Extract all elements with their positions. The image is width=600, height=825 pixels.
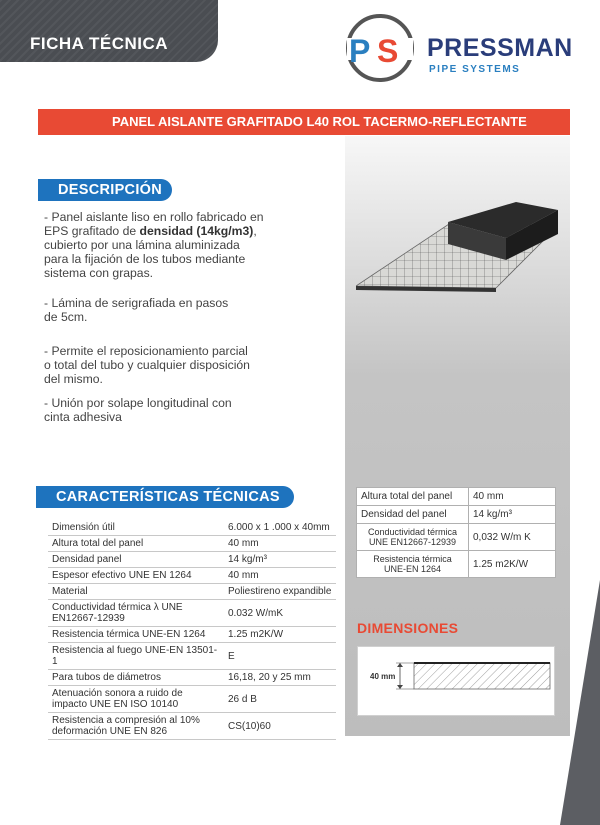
- header-tab: [0, 0, 218, 62]
- table-row: [48, 552, 336, 568]
- summary-value: 40 mm: [469, 488, 556, 506]
- summary-value: 1.25 m2K/W: [469, 551, 556, 578]
- spec-value: 14 kg/m³: [224, 552, 336, 568]
- spec-label: Para tubos de diámetros: [48, 670, 224, 686]
- spec-value: CS(10)60: [224, 713, 336, 740]
- spec-label: Material: [48, 584, 224, 600]
- spec-value: 40 mm: [224, 536, 336, 552]
- spec-value: 40 mm: [224, 568, 336, 584]
- description-paragraph-2: - Lámina de serigrafiada en pasos de 5cm.: [44, 296, 229, 324]
- svg-text:S: S: [377, 33, 399, 69]
- summary-label: Densidad del panel: [357, 506, 469, 524]
- summary-label: Resistencia térmica UNE-EN 1264: [357, 551, 469, 578]
- table-row: [48, 584, 336, 600]
- summary-label: Conductividad térmica UNE EN12667-12939: [357, 524, 469, 551]
- spec-value: 0.032 W/mK: [224, 600, 336, 627]
- logo-subtitle: PIPE SYSTEMS: [429, 64, 521, 75]
- table-row: [48, 670, 336, 686]
- table-row: [48, 520, 336, 536]
- summary-value: 0,032 W/m K: [469, 524, 556, 551]
- table-row: [357, 488, 556, 506]
- spec-label: Altura total del panel: [48, 536, 224, 552]
- summary-table: [356, 487, 556, 578]
- table-row: [357, 551, 556, 578]
- spec-label: Atenuación sonora a ruido de impacto UNE EN ISO 10140: [48, 686, 224, 713]
- spec-label: Dimensión útil: [48, 520, 224, 536]
- logo-name: PRESSMAN: [427, 34, 573, 62]
- spec-value: 26 d B: [224, 686, 336, 713]
- characteristics-table: [48, 520, 336, 740]
- description-paragraph-3: - Permite el reposicionamiento parcial o total del tubo y cualquier disposición del mismo.: [44, 344, 250, 386]
- table-row: [48, 568, 336, 584]
- spec-value: E: [224, 643, 336, 670]
- summary-value: 14 kg/m³: [469, 506, 556, 524]
- dimensions-diagram: [357, 646, 555, 716]
- spec-value: 16,18, 20 y 25 mm: [224, 670, 336, 686]
- desc-text: , cubierto por una lámina aluminizada para la fijación de los tubos mediante sistema con grapas.: [44, 224, 257, 280]
- description-paragraph-4: - Unión por solape longitudinal con cinta adhesiva: [44, 396, 232, 424]
- insulation-panel-image: [356, 196, 558, 292]
- spec-label: Conductividad térmica λ UNE EN12667-12939: [48, 600, 224, 627]
- spec-value: Poliestireno expandible: [224, 584, 336, 600]
- spec-label: Resistencia térmica UNE-EN 1264: [48, 627, 224, 643]
- desc-bold: densidad (14kg/m3): [139, 224, 254, 238]
- pressman-logo-icon: [345, 14, 415, 82]
- header-tab-label: FICHA TÉCNICA: [30, 34, 169, 53]
- table-row: [48, 627, 336, 643]
- description-heading: DESCRIPCIÓN: [44, 179, 172, 201]
- spec-label: Densidad panel: [48, 552, 224, 568]
- table-row: [48, 713, 336, 740]
- table-row: [48, 643, 336, 670]
- table-row: [48, 686, 336, 713]
- spec-label: Espesor efectivo UNE EN 1264: [48, 568, 224, 584]
- product-title: PANEL AISLANTE GRAFITADO L40 ROL TACERMO-REFLECTANTE: [38, 109, 570, 135]
- table-row: [48, 536, 336, 552]
- description-paragraph-1: [44, 210, 264, 280]
- characteristics-heading: CARACTERÍSTICAS TÉCNICAS: [42, 486, 294, 508]
- table-row: [357, 506, 556, 524]
- dimensions-heading: DIMENSIONES: [357, 620, 459, 636]
- spec-label: Resistencia a compresión al 10% deformación UNE EN 826: [48, 713, 224, 740]
- spec-value: 1.25 m2K/W: [224, 627, 336, 643]
- desc-text: - Panel aislante liso en rollo fabricado en EPS grafitado de: [44, 210, 264, 238]
- summary-label: Altura total del panel: [357, 488, 469, 506]
- table-row: [357, 524, 556, 551]
- spec-label: Resistencia al fuego UNE-EN 13501-1: [48, 643, 224, 670]
- company-logo: [345, 14, 585, 82]
- thickness-label: 40 mm: [370, 672, 396, 681]
- cross-section-drawing: [358, 647, 556, 717]
- table-row: [48, 600, 336, 627]
- spec-value: 6.000 x 1 .000 x 40mm: [224, 520, 336, 536]
- svg-text:P: P: [349, 33, 371, 69]
